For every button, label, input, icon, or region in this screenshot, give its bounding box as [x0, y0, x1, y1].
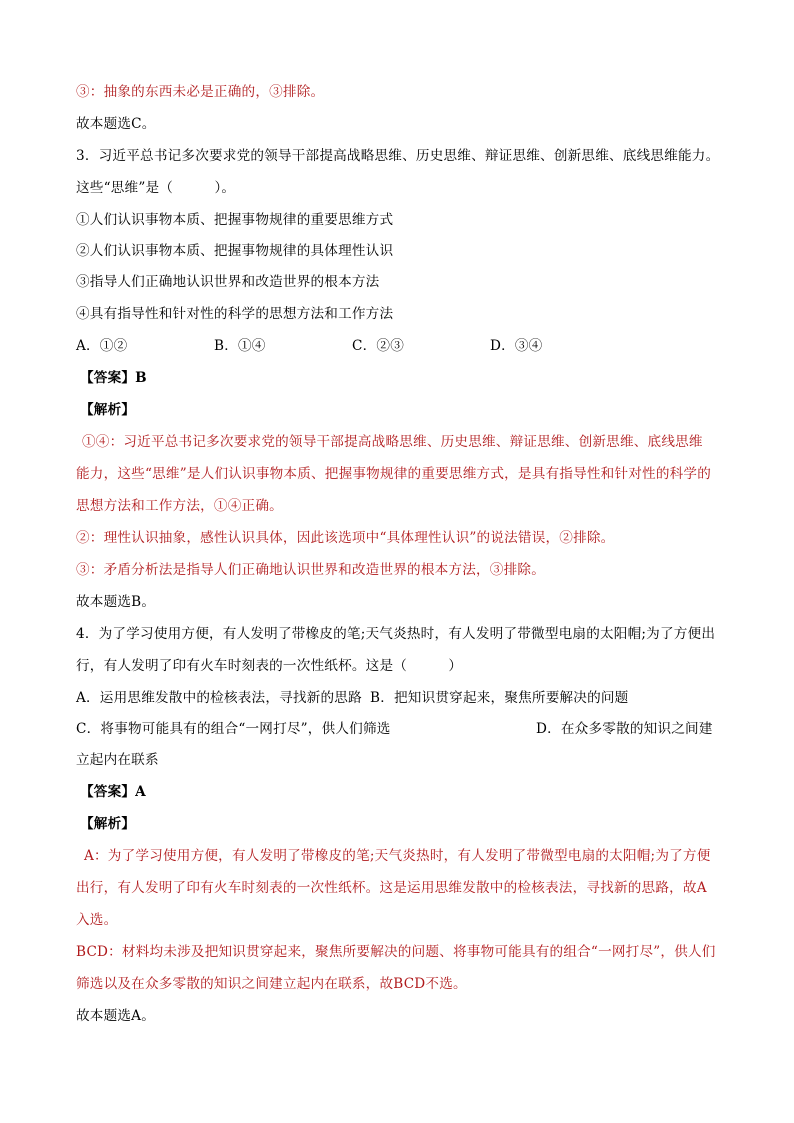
- question-4-option-a: A．运用思维发散中的检核表法，寻找新的思路: [76, 690, 362, 706]
- question-3-statement-4: ④具有指导性和针对性的科学的思想方法和工作方法: [76, 306, 394, 322]
- analysis-label: 【解析】: [80, 402, 136, 418]
- analysis-line: ③：矛盾分析法是指导人们正确地认识世界和改造世界的根本方法，③排除。: [76, 562, 545, 578]
- question-3-option-a: A．①②: [76, 338, 128, 354]
- analysis-label: 【解析】: [80, 816, 136, 832]
- question-3-option-c: C．②③: [352, 338, 404, 354]
- analysis-line: 筛选以及在众多零散的知识之间建立起内在联系，故BCD不选。: [76, 976, 467, 992]
- question-4-option-d-cont: 立起内在联系: [76, 752, 159, 768]
- conclusion-line: 故本题选B。: [76, 594, 156, 610]
- question-3-stem-cont: 这些“思维”是（ ）。: [76, 180, 236, 196]
- analysis-line: 入选。: [76, 912, 118, 928]
- question-3-option-d: D．③④: [490, 338, 543, 354]
- analysis-line: A：为了学习使用方便，有人发明了带橡皮的笔;天气炎热时，有人发明了带微型电扇的太阳帽;为了方便: [84, 848, 711, 864]
- analysis-line: 能力，这些“思维”是人们认识事物本质、把握事物规律的重要思维方式，是具有指导性和针对性的科学的: [76, 466, 712, 482]
- analysis-line: ②：理性认识抽象，感性认识具体，因此该选项中“具体理性认识”的说法错误，②排除。: [76, 530, 615, 546]
- analysis-line: 思想方法和工作方法，①④正确。: [76, 498, 283, 514]
- answer-label: 【答案】B: [80, 370, 147, 386]
- question-4-stem-cont: 行，有人发明了印有火车时刻表的一次性纸杯。这是（ ）: [76, 658, 463, 674]
- question-3-stem: 3．习近平总书记多次要求党的领导干部提高战略思维、历史思维、辩证思维、创新思维、底线思维能力。: [76, 148, 720, 164]
- question-3-statement-2: ②人们认识事物本质、把握事物规律的具体理性认识: [76, 243, 394, 259]
- question-4-option-b: B．把知识贯穿起来，聚焦所要解决的问题: [370, 690, 629, 706]
- conclusion-line: 故本题选C。: [76, 116, 156, 132]
- analysis-line: ①④：习近平总书记多次要求党的领导干部提高战略思维、历史思维、辩证思维、创新思维、底线思维: [82, 434, 703, 450]
- question-3-option-b: B．①④: [214, 338, 266, 354]
- question-4-option-d: D．在众多零散的知识之间建: [536, 721, 713, 737]
- question-4-option-c: C．将事物可能具有的组合“一网打尽”，供人们筛选: [76, 721, 391, 737]
- question-3-statement-1: ①人们认识事物本质、把握事物规律的重要思维方式: [76, 212, 394, 228]
- question-4-stem: 4．为了学习使用方便，有人发明了带橡皮的笔;天气炎热时，有人发明了带微型电扇的太阳帽;为了方便出: [76, 626, 716, 642]
- answer-label: 【答案】A: [80, 784, 146, 800]
- analysis-line: ③：抽象的东西未必是正确的，③排除。: [76, 84, 325, 100]
- analysis-line: BCD：材料均未涉及把知识贯穿起来，聚焦所要解决的问题、将事物可能具有的组合“一网打尽”，供人们: [76, 944, 716, 960]
- analysis-line: 出行，有人发明了印有火车时刻表的一次性纸杯。这是运用思维发散中的检核表法，寻找新的思路，故A: [76, 880, 707, 896]
- conclusion-line: 故本题选A。: [76, 1008, 155, 1024]
- question-3-statement-3: ③指导人们正确地认识世界和改造世界的根本方法: [76, 274, 380, 290]
